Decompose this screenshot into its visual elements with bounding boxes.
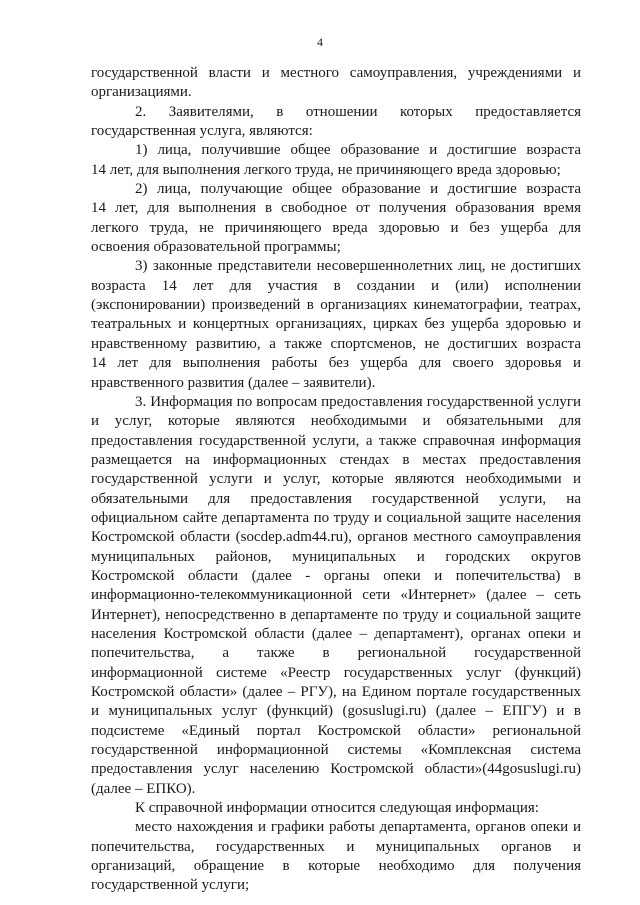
text-line: (экспонировании) произведений в организациях кинематографии, театрах,	[91, 297, 581, 314]
text-line: организаций, обращение в которые необходимо для получения	[91, 858, 581, 875]
text-line: 14 лет, для выполнения в свободное от получения образования время	[91, 200, 581, 217]
text-line: организациями.	[91, 84, 192, 101]
text-line: обязательными для предоставления государственной услуги, на	[91, 490, 581, 507]
text-line: государственной услуги и услуг, которые являются необходимыми и	[91, 471, 581, 488]
text-line: информационной системе «Реестр государственных услуг (функций)	[91, 664, 581, 681]
text-line: нравственному развитию, а также спортсменов, не достигших возраста	[91, 335, 581, 352]
text-line: 3. Информация по вопросам предоставления государственной услуги	[135, 393, 581, 410]
text-line: государственной услуги;	[91, 877, 250, 894]
text-line: муниципальных районов, муниципальных и городских округов	[91, 548, 581, 565]
text-line: нравственного развития (далее – заявители).	[91, 374, 376, 391]
text-line: 1) лица, получившие общее образование и достигшие возраста	[135, 142, 581, 159]
text-line: предоставления государственной услуги, а также справочная информация	[91, 432, 581, 449]
text-line: государственной информационной системы «Комплексная система	[91, 742, 581, 759]
text-line: и услуг, которые являются необходимыми и обязательными для	[91, 413, 581, 430]
text-line: подсистеме «Единый портал Костромской области» региональной	[91, 722, 581, 739]
text-line: 2) лица, получающие общее образование и достигшие возраста	[135, 181, 581, 198]
text-line: возраста 14 лет для участия в создании и (или) исполнении	[91, 277, 581, 294]
text-line: попечительства, государственных и муниципальных органов и	[91, 838, 581, 855]
text-line: Костромской области» (далее – РГУ), на Едином портале государственных	[91, 684, 581, 700]
text-line: попечительства, а также в региональной государственной	[91, 645, 581, 662]
text-line: населения Костромской области (далее – департамент), органах опеки и	[91, 625, 581, 642]
text-line: официальном сайте департамента по труду и социальной защите населения	[91, 509, 581, 526]
text-line: место нахождения и графики работы департамента, органов опеки и	[135, 819, 581, 836]
text-line: и муниципальных услуг (функций) (gosuslugi.ru) (далее – ЕПГУ) и в	[91, 703, 581, 720]
text-line: предоставления услуг населению Костромской области»(44gosuslugi.ru)	[91, 761, 581, 778]
document-body	[91, 64, 581, 896]
page-number: 4	[317, 35, 323, 49]
text-line: Костромской области (socdep.adm44.ru), органов местного самоуправления	[91, 529, 581, 546]
text-line: размещается на информационных стендах в местах предоставления	[91, 451, 581, 468]
text-line: 14 лет для выполнения работы без ущерба для своего здоровья и	[91, 355, 581, 372]
text-line: К справочной информации относится следующая информация:	[135, 800, 539, 817]
text-line: театральных и концертных организациях, цирках без ущерба здоровью и	[91, 316, 581, 333]
text-line: (далее – ЕПКО).	[91, 780, 196, 797]
text-line: 2. Заявителями, в отношении которых предоставляется	[135, 103, 581, 120]
text-line: государственной власти и местного самоуправления, учреждениями и	[91, 65, 581, 81]
text-line: Интернет), непосредственно в департаменте по труду и социальной защите	[91, 606, 581, 623]
text-line: государственная услуга, являются:	[91, 123, 313, 140]
text-line: 14 лет, для выполнения легкого труда, не причиняющего вреда здоровью;	[91, 161, 561, 178]
text-line: Костромской области (далее - органы опеки и попечительства) в	[91, 567, 581, 584]
text-line: информационно-телекоммуникационной сети «Интернет» (далее – сеть	[91, 587, 581, 604]
text-line: освоения образовательной программы;	[91, 239, 341, 256]
text-line: 3) законные представители несовершеннолетних лиц, не достигших	[135, 258, 581, 275]
text-line: легкого труда, не причиняющего вреда здоровью и без ущерба для	[91, 219, 581, 236]
